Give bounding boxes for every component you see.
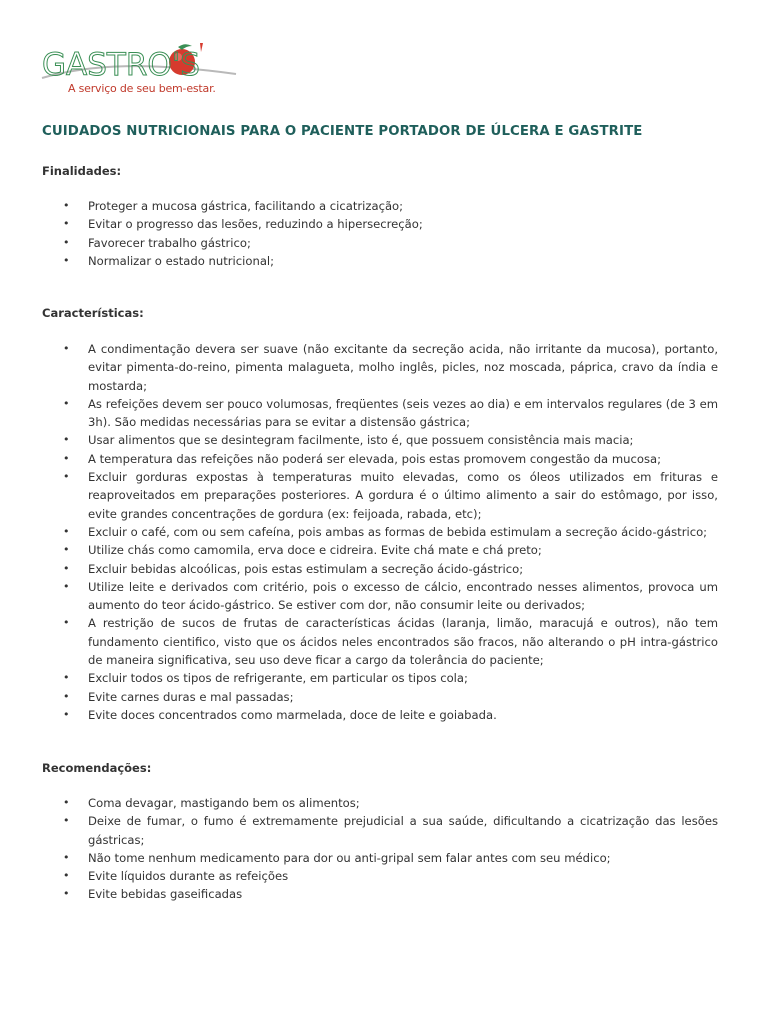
list-item: • A temperatura das refeições não poderá ser elevada, pois estas promovem congestão da mucosa; [0, 450, 768, 468]
list-item: • Evite líquidos durante as refeições [0, 867, 768, 885]
list-finalidades [0, 197, 768, 270]
heading-caracteristicas: Características: [42, 306, 144, 320]
list-item: • Utilize leite e derivados com critério, pois o excesso de cálcio, encontrado nesses alimentos, provoca um aumento do teor ácido-gástrico. Se estiver com dor, não consumir leite ou derivados; [0, 578, 768, 615]
heading-recomendacoes: Recomendações: [42, 761, 152, 775]
list-item: • A condimentação devera ser suave (não excitante da secreção acida, não irritante da mucosa), portanto, evitar pimenta-do-reino, pimenta malagueta, molho inglês, picles, noz moscada, páprica, cravo da índia e mostarda; [0, 340, 768, 395]
list-item: • Excluir o café, com ou sem cafeína, pois ambas as formas de bebida estimulam a secreção ácido-gástrico; [0, 523, 768, 541]
list-item: • Usar alimentos que se desintegram facilmente, isto é, que possuem consistência mais macia; [0, 431, 768, 449]
gastros-logo [40, 34, 240, 100]
list-item: • A restrição de sucos de frutas de características ácidas (laranja, limão, maracujá e outros), não tem fundamento cientifico, visto que os ácidos neles encontrados são fracos, não alterando o pH intra-gástrico de maneira significativa, seu uso deve ficar a cargo da tolerância do paciente; [0, 614, 768, 669]
list-item: • Evite carnes duras e mal passadas; [0, 688, 768, 706]
list-item: • Não tome nenhum medicamento para dor ou anti-gripal sem falar antes com seu médico; [0, 849, 768, 867]
list-item: • Excluir todos os tipos de refrigerante, em particular os tipos cola; [0, 669, 768, 687]
list-item: • Evite doces concentrados como marmelada, doce de leite e goiabada. [0, 706, 768, 724]
list-item: • Coma devagar, mastigando bem os alimentos; [0, 794, 768, 812]
list-recomendacoes [0, 794, 768, 904]
logo-brand: GASTRO'S [42, 47, 200, 83]
list-item: • Favorecer trabalho gástrico; [0, 234, 768, 252]
list-item: • Normalizar o estado nutricional; [0, 252, 768, 270]
list-item: • Utilize chás como camomila, erva doce e cidreira. Evite chá mate e chá preto; [0, 541, 768, 559]
list-item: • As refeições devem ser pouco volumosas, freqüentes (seis vezes ao dia) e em intervalos regulares (de 3 em 3h). São medidas necessárias para se evitar a distensão gástrica; [0, 395, 768, 432]
list-caracteristicas [0, 340, 768, 724]
list-item: • Excluir bebidas alcoólicas, pois estas estimulam a secreção ácido-gástrico; [0, 560, 768, 578]
list-item: • Proteger a mucosa gástrica, facilitando a cicatrização; [0, 197, 768, 215]
list-item: • Excluir gorduras expostas à temperaturas muito elevadas, como os óleos utilizados em frituras e reaproveitados em preparações posteriores. A gordura é o último alimento a sair do estômago, por isso, evite grandes concentrações de gordura (ex: feijoada, rabada, etc); [0, 468, 768, 523]
list-item: • Deixe de fumar, o fumo é extremamente prejudicial a sua saúde, dificultando a cicatrização das lesões gástricas; [0, 812, 768, 849]
document-title: CUIDADOS NUTRICIONAIS PARA O PACIENTE PORTADOR DE ÚLCERA E GASTRITE [42, 124, 643, 139]
list-item: • Evite bebidas gaseificadas [0, 885, 768, 903]
list-item: • Evitar o progresso das lesões, reduzindo a hipersecreção; [0, 215, 768, 233]
logo-tagline: A serviço de seu bem-estar. [68, 82, 216, 95]
heading-finalidades: Finalidades: [42, 164, 122, 178]
